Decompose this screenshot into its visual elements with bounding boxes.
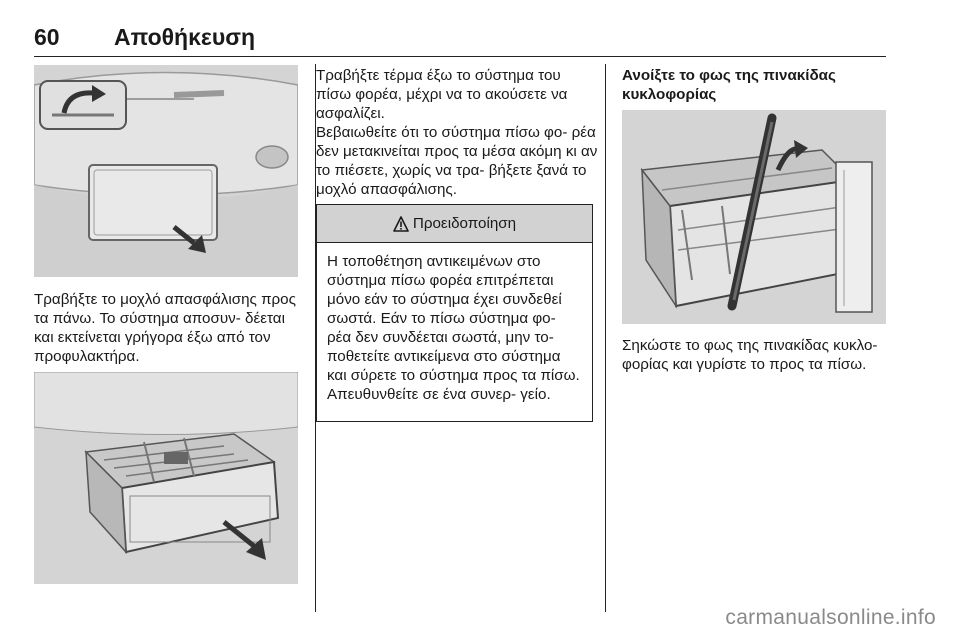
site-watermark: carmanualsonline.info: [725, 606, 936, 629]
warning-body: Η τοποθέτηση αντικειμένων στο σύστημα πίσω φορέα επιτρέπεται μόνο εάν το σύστημα έχει συνδεθεί σωστά. Εάν το πίσω σύστημα φο- ρέα δεν συνδέεται σωστά, μην το- ποθετείτε αντικείμενα στο σύστημα και σύρετε το σύστημα προς τα πίσω. Απευθυνθείτε σε ένα συνερ- γείο.: [327, 253, 580, 403]
warning-triangle-icon: [393, 216, 409, 232]
right-heading: Ανοίξτε το φως της πινακίδας κυκλοφορίας: [622, 67, 836, 103]
column-divider-right: [605, 64, 606, 612]
page-title: Αποθήκευση: [114, 24, 256, 50]
figure-license-light: [622, 110, 886, 324]
page-header: [34, 22, 886, 57]
page-number: 60: [34, 24, 60, 50]
warning-title: Προειδοποίηση: [412, 215, 517, 232]
warning-header: [317, 205, 592, 243]
figure-carrier-extended: [34, 372, 298, 584]
carrier-extended-illustration: [34, 372, 298, 584]
license-light-illustration: [622, 110, 886, 324]
left-paragraph-1: Τραβήξτε το μοχλό απασφάλισης προς τα πάνω. Το σύστημα αποσυν- δέεται και εκτείνεται γρήγορα έξω από τον προφυλακτήρα.: [34, 291, 296, 365]
figure-release-lever: [34, 65, 298, 277]
middle-paragraph-2: Βεβαιωθείτε ότι το σύστημα πίσω φο- ρέα δεν μετακινείται προς τα μέσα ακόμη κι αν το πιέσετε, χωρίς να τρα- βήξετε ξανά το μοχλό απασφάλισης.: [316, 124, 598, 198]
middle-paragraph-1: Τραβήξτε τέρμα έξω το σύστημα του πίσω φορέα, μέχρι να το ακούσετε να ασφαλίζει.: [316, 67, 568, 122]
right-paragraph-1: Σηκώστε το φως της πινακίδας κυκλο- φορίας και γυρίστε το προς τα πίσω.: [622, 337, 878, 373]
bumper-lever-illustration: [34, 65, 298, 277]
warning-box: [316, 204, 593, 422]
